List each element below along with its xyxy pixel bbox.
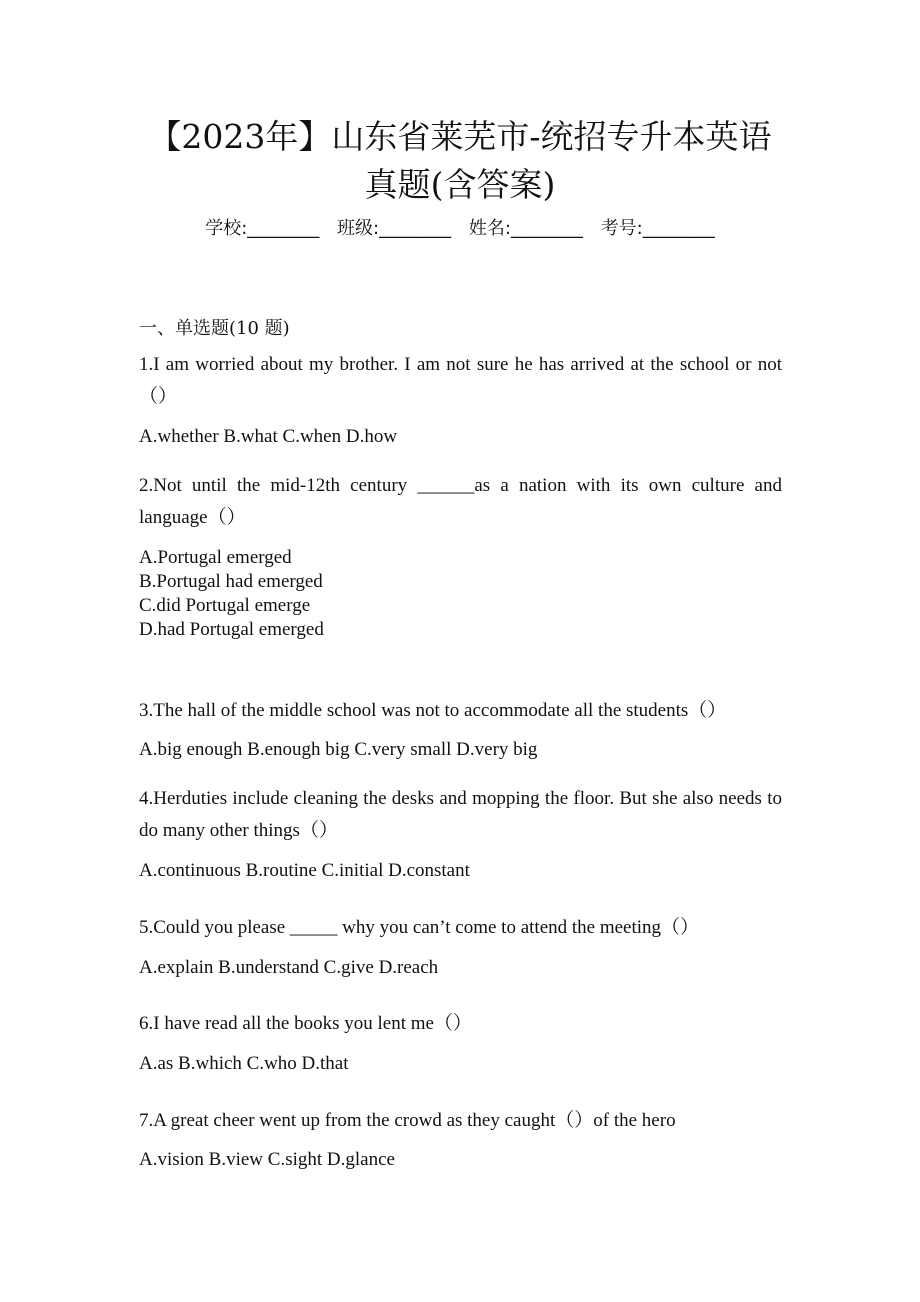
name-field: 姓名:________ [468, 218, 583, 239]
question-6-options: A.as B.which C.who D.that [139, 1053, 349, 1074]
question-1-options: A.whether B.what C.when D.how [139, 426, 398, 447]
question-2-option-b: B.Portugal had emerged [139, 571, 323, 592]
exam-number-field: 考号:________ [600, 218, 715, 239]
question-7-stem: 7.A great cheer went up from the crowd as they caught（）of the hero [139, 1110, 676, 1131]
question-7-options: A.vision B.view C.sight D.glance [139, 1149, 395, 1170]
question-2-option-d: D.had Portugal emerged [139, 619, 324, 640]
school-field: 学校:________ [205, 218, 320, 239]
student-info-line [0, 215, 920, 243]
question-1-stem: 1.I am worried about my brother. I am not sure he has arrived at the school or not（） [139, 354, 782, 407]
question-3-stem: 3.The hall of the middle school was not to accommodate all the students（） [139, 700, 727, 721]
question-4-options: A.continuous B.routine C.initial D.constant [139, 860, 470, 881]
question-2-stem: 2.Not until the mid-12th century ______as a nation with its own culture and language（） [139, 475, 782, 528]
section-heading: 一、单选题(10 题) [139, 318, 290, 339]
question-4-stem: 4.Herduties include cleaning the desks and mopping the floor. But she also needs to do many other things（） [139, 788, 782, 841]
question-2-option-a: A.Portugal emerged [139, 547, 292, 568]
question-3-options: A.big enough B.enough big C.very small D.very big [139, 739, 538, 760]
class-field: 班级:________ [337, 218, 452, 239]
question-2-option-c: C.did Portugal emerge [139, 595, 311, 616]
question-5-options: A.explain B.understand C.give D.reach [139, 957, 439, 978]
document-title-line-1: 【2023年】山东省莱芜市-统招专升本英语 [148, 117, 772, 156]
question-6-stem: 6.I have read all the books you lent me（） [139, 1013, 472, 1034]
question-5-stem: 5.Could you please _____ why you can’t come to attend the meeting（） [139, 917, 700, 938]
document-title-line-2: 真题(含答案) [364, 165, 556, 204]
